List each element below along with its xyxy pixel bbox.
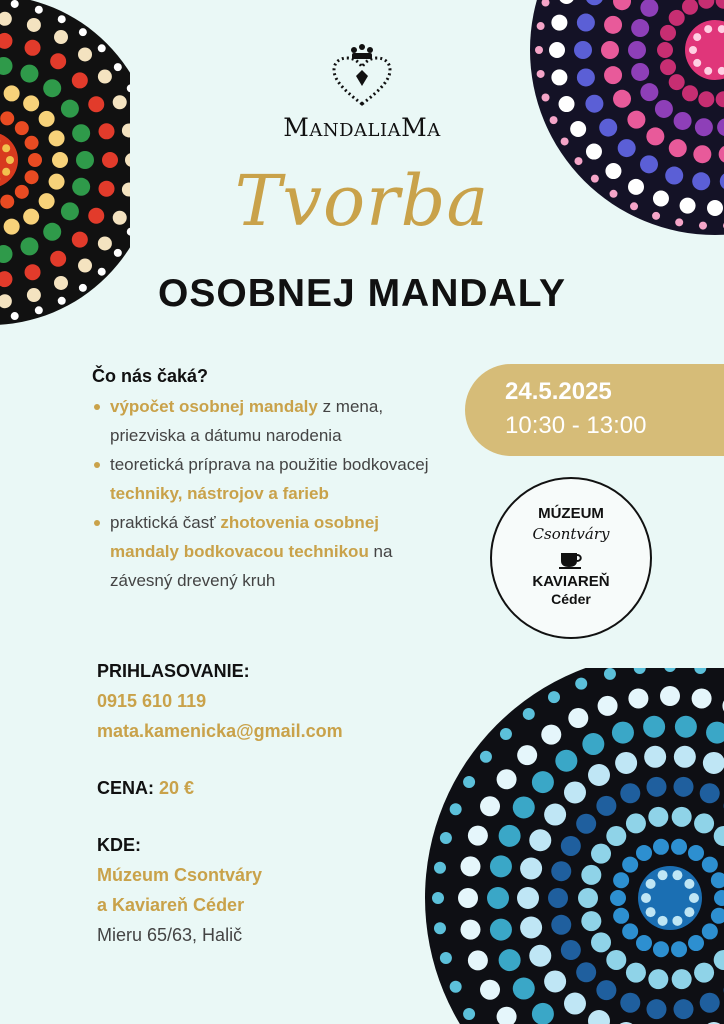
location-line1: Múzeum Csontváry — [97, 865, 263, 885]
museum-logo — [490, 477, 652, 639]
list-item-bold: techniky, nástrojov a farieb — [110, 484, 329, 503]
list-item — [92, 450, 432, 508]
title-script: Tvorba — [234, 160, 490, 242]
museum-logo-bottom1: KAVIAREŇ — [532, 573, 610, 590]
list-item-rest: z mena, priezviska a dátumu narodenia — [110, 397, 384, 445]
location-section — [97, 830, 262, 950]
list-item — [92, 392, 432, 450]
what-list — [92, 392, 432, 595]
title-main: OSOBNEJ MANDALY — [158, 272, 566, 315]
location-line2: a Kaviareň Céder — [97, 895, 245, 915]
what-heading: Čo nás čaká? — [92, 366, 209, 386]
list-item-rest: na závesný drevený kruh — [110, 542, 393, 590]
mandala-bottom-right-image — [415, 668, 724, 1024]
museum-logo-script: Csontváry — [532, 525, 610, 543]
event-date: 24.5.2025 — [505, 378, 612, 405]
location-heading: KDE: — [97, 835, 141, 855]
list-item-bold: zhotovenia osobnej mandaly bodkovacou technikou — [110, 513, 379, 561]
list-item-pre: praktická časť — [110, 513, 221, 532]
heart-crown-icon — [332, 44, 392, 110]
price-label: CENA: — [97, 778, 154, 798]
list-item-bold: výpočet osobnej mandaly — [110, 397, 318, 416]
registration-section — [97, 656, 343, 746]
date-badge — [465, 364, 724, 456]
registration-phone[interactable]: 0915 610 119 — [97, 691, 207, 711]
location-address: Mieru 65/63, Halič — [97, 925, 243, 945]
price-value: 20 € — [159, 778, 195, 798]
coffee-cup-icon — [558, 549, 584, 569]
brand-name: MandaliaMa — [283, 113, 441, 142]
museum-logo-bottom2: Céder — [551, 591, 591, 607]
museum-logo-top: MÚZEUM — [538, 505, 604, 522]
registration-email[interactable]: mata.kamenicka@gmail.com — [97, 721, 343, 741]
registration-heading: PRIHLASOVANIE: — [97, 661, 250, 681]
price-section — [97, 773, 194, 803]
list-item-pre: teoretická príprava na použitie bodkovacej — [110, 455, 429, 474]
event-time: 10:30 - 13:00 — [505, 412, 647, 439]
what-section — [92, 366, 208, 387]
list-item — [92, 508, 432, 595]
